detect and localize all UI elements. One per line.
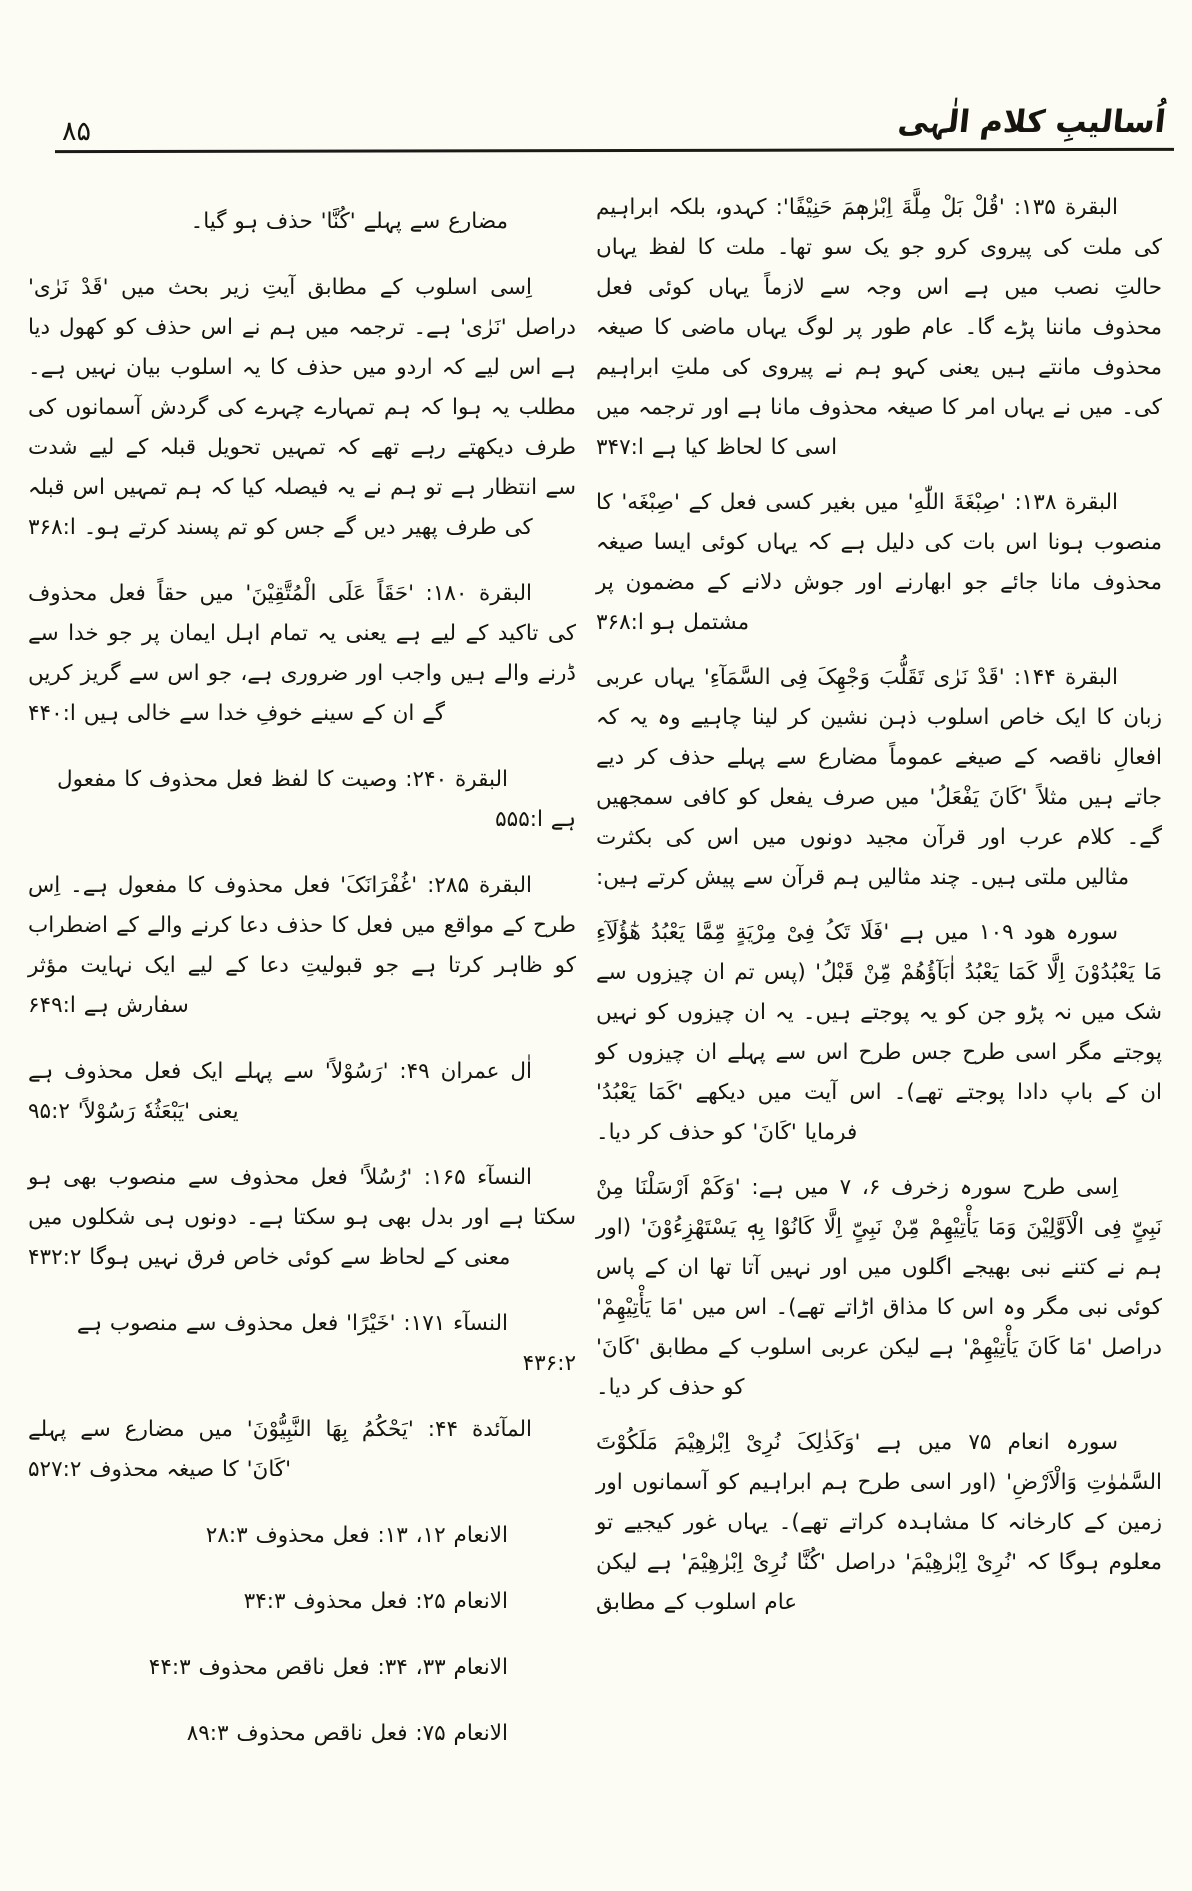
paragraph: النسآء ۱۷۱: 'خَیْرًا' فعل محذوف سے منصوب ہے ۴۳۶:۲: [76, 1311, 576, 1376]
paragraph: مضارع سے پہلے 'کُنَّا' حذف ہو گیا۔: [190, 209, 508, 234]
left-text-column: [28, 188, 576, 1780]
paragraph: البقرة ۲۸۵: 'غُفْرَانَکَ' فعل محذوف کا مفعول ہے۔ اِس طرح کے مواقع میں فعل کا حذف دعا کرنے والے کے اضطراب کو ظاہر کرتا ہے جو قبولیتِ دعا کے لیے ایک نہایت مؤثر سفارش ہے ا:۶۴۹: [28, 873, 576, 1018]
paragraph: الانعام ۱۲، ۱۳: فعل محذوف ۲۸:۳: [205, 1523, 508, 1548]
paragraph: الانعام ۷۵: فعل ناقص محذوف ۸۹:۳: [186, 1721, 508, 1746]
paragraph: سورہ ھود ۱۰۹ میں ہے 'فَلَا تَکُ فِیْ مِرْیَةٍ مِّمَّا یَعْبُدُ هٰٓؤُلَآءِ مَا یَعْبُدُوْنَ اِلَّا کَمَا یَعْبُدُ اٰبَآؤُهُمْ مِّنْ قَبْلُ' (پس تم ان چیزوں سے شک میں نہ پڑو جن کو یہ پوجتے ہیں۔ یہ ان چیزوں کو نہیں پوجتے مگر اسی طرح جس طرح اس سے پہلے ان چیزوں کو ان کے باپ دادا پوجتے تھے)۔ اس آیت میں دیکھے 'کَمَا یَعْبُدُ' فرمایا 'کَانَ' کو حذف کر دیا۔: [596, 920, 1162, 1145]
paragraph: اِسی اسلوب کے مطابق آیتِ زیر بحث میں 'قَدْ نَرٰی' دراصل 'نَرٰی' ہے۔ ترجمہ میں ہم نے اس حذف کو کھول دیا ہے اس لیے کہ اردو میں حذف کا یہ اسلوب بیان نہیں ہے۔ مطلب یہ ہوا کہ ہم تمہارے چہرے کی گردش آسمانوں کی طرف دیکھتے رہے تھے کہ تمہیں تحویل قبلہ کے لیے شدت سے انتظار ہے تو ہم نے یہ فیصلہ کیا کہ ہم تمہیں اس قبلہ کی طرف پھیر دیں گے جس کو تم پسند کرتے ہو۔ ا:۳۶۸: [28, 275, 576, 540]
paragraph: اِسی طرح سورہ زخرف ۶، ۷ میں ہے: 'وَکَمْ اَرْسَلْنَا مِنْ نَبِیٍّ فِی الْاَوَّلِیْنَ وَمَا یَأْتِیْهِمْ مِّنْ نَبِیٍّ اِلَّا کَانُوْا بِهٖ یَسْتَهْزِءُوْنَ' (اور ہم نے کتنے نبی بھیجے اگلوں میں اور نہیں آتا تھا ان کے پاس کوئی نبی مگر وہ اس کا مذاق اڑاتے تھے)۔ اس میں 'مَا یَأْتِیْهِمْ' دراصل 'مَا کَانَ یَأْتِیْهِمْ' ہے لیکن عربی اسلوب کے مطابق 'کَانَ' کو حذف کر دیا۔: [596, 1175, 1162, 1400]
paragraph: النسآء ۱۶۵: 'رُسُلاً' فعل محذوف سے منصوب بھی ہو سکتا ہے اور بدل بھی ہو سکتا ہے۔ دونوں ہی شکلوں میں معنی کے لحاظ سے کوئی خاص فرق نہیں ہوگا ۴۳۲:۲: [28, 1165, 576, 1270]
paragraph: الانعام ۲۵: فعل محذوف ۳۴:۳: [243, 1589, 508, 1614]
page-number: ۸۵: [62, 116, 92, 147]
paragraph: البقرة ۱۸۰: 'حَقَاً عَلَی الْمُتَّقِیْنَ' میں حقاً فعل محذوف کی تاکید کے لیے ہے یعنی یہ تمام اہل ایمان پر جو خدا سے ڈرنے والے ہیں واجب اور ضروری ہے، جو اس سے گریز کریں گے ان کے سینے خوفِ خدا سے خالی ہیں ا:۴۴۰: [28, 581, 576, 726]
right-text-column: [596, 188, 1162, 1638]
paragraph: سورہ انعام ۷۵ میں ہے 'وَکَذٰلِکَ نُرِیْ اِبْرٰهِیْمَ مَلَکُوْتَ السَّمٰوٰتِ وَالْاَرْضِ' (اور اسی طرح ہم ابراہیم کو آسمانوں اور زمین کے کارخانہ کا مشاہدہ کراتے تھے)۔ یہاں غور کیجیے تو معلوم ہوگا کہ 'نُرِیْ اِبْرٰهِیْمَ' دراصل 'کُنَّا نُرِیْ اِبْرٰهِیْمَ' ہے لیکن عام اسلوب کے مطابق: [596, 1430, 1162, 1615]
paragraph: البقرة ۱۳۵: 'قُلْ بَلْ مِلَّةَ اِبْرٰهٖمَ حَنِیْفًا': کہدو، بلکہ ابراہیم کی ملت کی پیروی کرو جو یک سو تھا۔ ملت کا لفظ یہاں حالتِ نصب میں ہے اس وجہ سے لازماً یہاں کوئی فعل محذوف ماننا پڑے گا۔ عام طور پر لوگ یہاں ماضی کا صیغہ محذوف مانتے ہیں یعنی کہو ہم نے پیروی کی ملتِ ابراہیم کی۔ میں نے یہاں امر کا صیغہ محذوف مانا ہے اور ترجمہ میں اسی کا لحاظ کیا ہے ا:۳۴۷: [596, 195, 1162, 460]
page-header-title: اُسالیبِ کلام الٰہی: [896, 104, 1168, 140]
paragraph: المآئدة ۴۴: 'یَحْکُمُ بِهَا النَّبِیُّوْنَ' میں مضارع سے پہلے 'کَانَ' کا صیغہ محذوف ۵۲۷:۲: [28, 1417, 533, 1482]
text-columns: [28, 188, 1162, 1780]
paragraph: الانعام ۳۳، ۳۴: فعل ناقص محذوف ۴۴:۳: [148, 1655, 508, 1680]
header-rule: [55, 148, 1174, 153]
paragraph: البقرة ۱۳۸: 'صِبْغَةَ اللّٰهِ' میں بغیر کسی فعل کے 'صِبْغَه' کا منصوب ہونا اس بات کی دلیل ہے کہ یہاں کوئی ایسا صیغہ محذوف مانا جائے جو ابھارنے اور جوش دلانے کے مضمون پر مشتمل ہو ا:۳۶۸: [596, 490, 1162, 635]
paragraph: اٰل عمران ۴۹: 'رَسُوْلاً' سے پہلے ایک فعل محذوف ہے یعنی 'یَبْعَثُهٗ رَسُوْلاً' ۹۵:۲: [28, 1059, 532, 1124]
paragraph: البقرة ۲۴۰: وصیت کا لفظ فعل محذوف کا مفعول ہے ا:۵۵۵: [56, 767, 576, 832]
paragraph: البقرة ۱۴۴: 'قَدْ نَرٰی تَقَلُّبَ وَجْهِکَ فِی السَّمَآءِ' یہاں عربی زبان کا ایک خاص اسلوب ذہن نشین کر لینا چاہیے وہ یہ کہ افعالِ ناقصہ کے صیغے عموماً مضارع سے پہلے حذف کر دیے جاتے ہیں مثلاً 'کَانَ یَفْعَلُ' میں صرف یفعل کو کافی سمجھیں گے۔ کلام عرب اور قرآن مجید دونوں میں اس کی بکثرت مثالیں ملتی ہیں۔ چند مثالیں ہم قرآن سے پیش کرتے ہیں:: [596, 665, 1162, 890]
